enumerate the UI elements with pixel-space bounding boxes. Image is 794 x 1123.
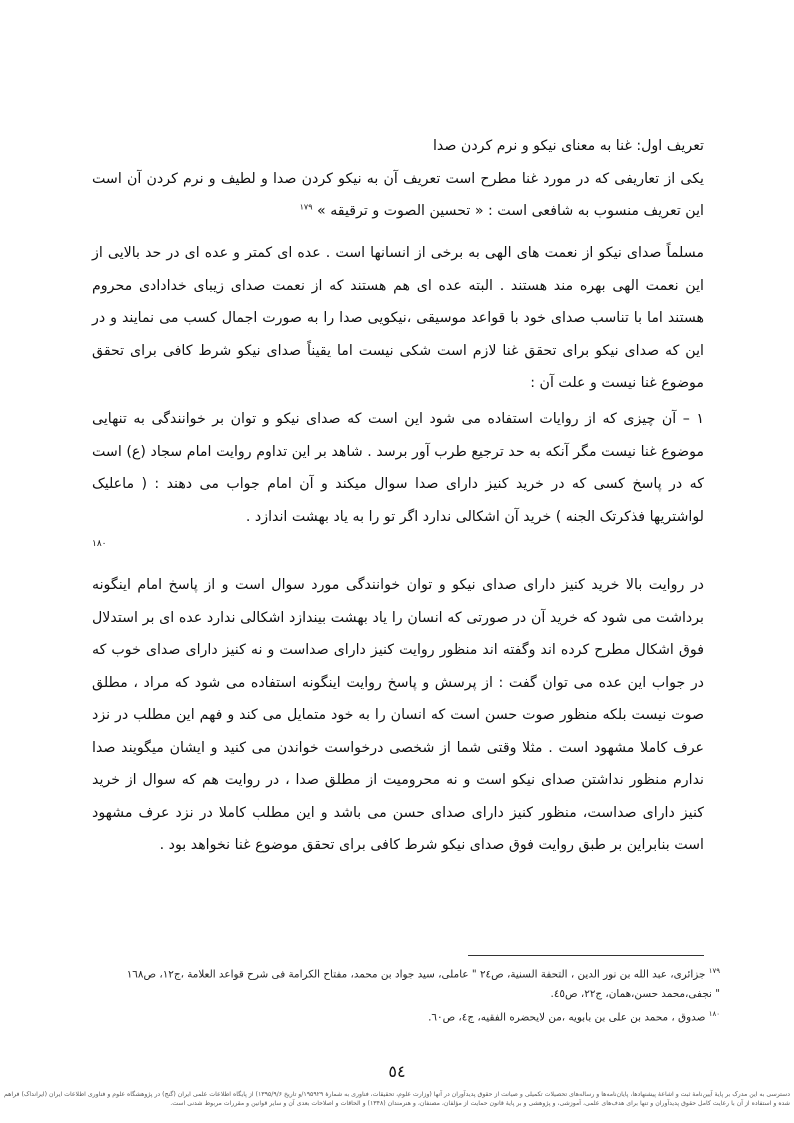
definition-title: تعریف اول: غنا به معنای نیکو و نرم کردن صدا: [432, 138, 704, 154]
footnote-ref-180: ۱۸۰: [92, 539, 107, 549]
footnote-text: صدوق ، محمد بن علی بن بابویه ،من لایحضره الفقیه، ج٤، ص٦٠.: [428, 1011, 706, 1024]
page-number: ٥٤: [388, 1062, 406, 1081]
item-1-paragraph: [92, 403, 704, 555]
item-1-text: ۱ – آن چیزی که از روایات استفاده می شود این است که صدای نیکو و توان بر خوانندگی به تنهایی موضوع غنا نیست مگر آنکه به حد ترجیع طرب آور برسد . شاهد بر این تداوم روایت امام سجاد (ع) است که در پاسخ کسی که در خرید کنیز دارای صدا سوال میکند و آن امام جواب می دهند : ( ماعلیک لواشتریها فذکرتک الجنه ) خرید آن اشکالی ندارد اگر تو را به یاد بهشت اندازد .: [92, 411, 704, 525]
definition-paragraph: [92, 130, 704, 228]
footnote-text: " نجفی،محمد حسن،همان، ج۲۲، ص٤٥.: [550, 988, 720, 1001]
footnote-number: ۱۷۹: [708, 967, 720, 975]
copyright-footer: دسترسی به این مدرک بر پایهٔ آیین‌نامهٔ ثبت و اشاعهٔ پیشنهادها، پایان‌نامه‌ها و رساله‌های تحصیلات تکمیلی و صیانت از حقوق پدیدآوران در آنها (وزارت علوم، تحقیقات، فناوری به شمارهٔ ۱۹۵۹۲۹/و تاریخ ۱۳۹۵/۹/۶) از پایگاه اطلاعات علمی ایران (گنج) در پژوهشگاه علوم و فناوری اطلاعات ایران (ایرانداک) فراهم شده و استفاده از آن با رعایت کامل حقوق پدیدآوران و تنها برای هدف‌های علمی، آموزشی، و پژوهشی و بر پایهٔ قانون حمایت از مؤلفان، مصنفان، و هنرمندان (۱۳۴۸) و الحاقات و اصلاحات بعدی آن و سایر قوانین و مقررات مربوط شدنی است.: [4, 1091, 790, 1107]
footnote-179: [92, 961, 720, 984]
footnote-text: جزائری، عبد الله بن نور الدین ، التحفة السنیة، ص۲٤ " عاملی، سید جواد بن محمد، مفتاح الکرامة فی شرح قواعد العلامة ،ج۱۲، ص۱٦۸: [126, 968, 706, 981]
footnote-180: [92, 1004, 720, 1027]
footnotes: [92, 961, 720, 1028]
footnote-separator: [468, 955, 704, 956]
footnote-number: ۱۸۰: [708, 1010, 720, 1019]
definition-body: [92, 163, 704, 228]
definition-text: یکی از تعاریفی که در مورد غنا مطرح است تعریف آن به نیکو کردن صدا و لطیف و نرم کردن آن است این تعریف منسوب به شافعی است : « تحسین الصوت و ترقیقه »: [92, 170, 704, 219]
footnote-continuation: [92, 984, 720, 1004]
intro-text: مسلماً صدای نیکو از نعمت های الهی به برخی از انسانها است . عده ای کمتر و عده ای در حد بالایی از این نعمت الهی بهره مند هستند . البته عده ای هم هستند که از نعمت صدای زیبای خدادادی محروم هستند اما با تناسب صدای خود با قواعد موسیقی ،نیکویی صدا را به صورت اجمال کسب می نمایند و در این که صدای نیکو برای تحقق غنا لازم است شکی نیست اما یقیناً صدای نیکو شرط کافی برای تحقق موضوع غنا نیست و علت آن :: [92, 245, 704, 391]
intro-paragraph: [92, 237, 704, 400]
analysis-text: در روایت بالا خرید کنیز دارای صدای نیکو و توان خوانندگی مورد سوال است و از پاسخ امام اینگونه برداشت می شود که خرید آن در صورتی که انسان را یاد بهشت بیندازد اشکالی ندارد عده ای بر استدلال فوق اشکال مطرح کرده اند وگفته اند منظور روایت کنیز دارای صداست و نه کنیز دارای صدای خوب که در جواب این عده می توان گفت : از پرسش و پاسخ روایت اینگونه استفاده می شود که مراد ، مطلق صوت نیست بلکه منظور صوت حسن است که انسان را به خود متمایل می کند و فهم این مطلب در نزد عرف کاملا مشهود است . مثلا وقتی شما از شخصی درخواست خواندن می کنید و ایشان میگویند صدا ندارم منظور نداشتن صدای نیکو است و نه محرومیت از مطلق صدا ، در روایت هم که سوال از خرید کنیز دارای صداست، منظور کنیز دارای صدای حسن می باشد و این مطلب کاملا در نزد عرف مشهود است بنابراین بر طبق روایت فوق صدای نیکو شرط کافی برای تحقق موضوع غنا نخواهد بود .: [92, 577, 704, 853]
analysis-paragraph: [92, 569, 704, 862]
footnote-ref-179: ۱۷۹: [299, 202, 313, 212]
